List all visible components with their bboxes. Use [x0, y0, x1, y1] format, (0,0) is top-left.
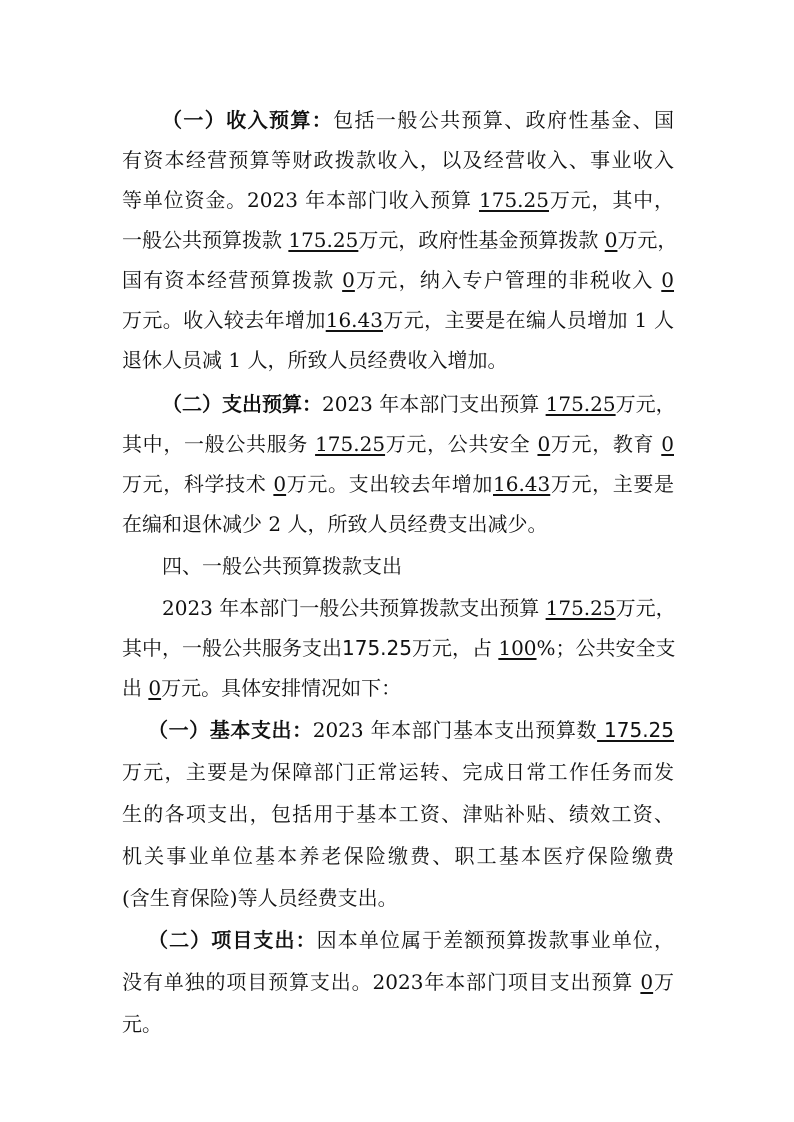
- public-service-value: 175.25: [315, 432, 386, 456]
- section-4-line-2: 其中，一般公共服务支出175.25万元，占 100%；公共安全支: [122, 636, 676, 660]
- section-4-line-1: 2023 年本部门一般公共预算拨款支出预算 175.25万元，: [162, 596, 676, 620]
- public-budget-value: 175.25: [288, 228, 359, 252]
- expense-line-3: 万元，科学技术 0万元。支出较去年增加16.43万元，主要是: [122, 472, 675, 496]
- expense-line-4: 在编和退休减少 2 人，所致人员经费支出减少。: [122, 512, 548, 536]
- income-line-6: 万元。收入较去年增加16.43万元，主要是在编人员增加 1 人: [122, 308, 674, 332]
- public-safety-value: 0: [537, 432, 551, 456]
- general-expense-value: 175.25: [545, 596, 616, 620]
- income-total-value: 175.25: [479, 188, 549, 212]
- state-capital-value: 0: [342, 268, 355, 292]
- income-label: （一）收入预算：: [162, 108, 334, 132]
- basic-line-1: （一）基本支出：2023 年本部门基本支出预算数 175.25: [148, 718, 675, 742]
- income-line-4: 一般公共预算拨款 175.25万元，政府性基金预算拨款 0万元，: [122, 228, 678, 252]
- project-label: （二）项目支出：: [148, 928, 317, 952]
- expense-label: （二）支出预算：: [162, 392, 322, 416]
- basic-line-5: (含生育保险)等人员经费支出。: [122, 886, 398, 910]
- education-value: 0: [661, 432, 674, 456]
- income-line-5: 国有资本经营预算拨款 0万元，纳入专户管理的非税收入 0: [122, 268, 675, 292]
- basic-line-3: 生的各项支出，包括用于基本工资、津贴补贴、绩效工资、: [122, 802, 674, 826]
- basic-expense-value: 175.25: [597, 718, 675, 742]
- income-line-2: 有资本经营预算等财政拨款收入，以及经营收入、事业收入: [122, 148, 674, 172]
- project-line-2: 没有单独的项目预算支出。2023年本部门项目支出预算 0万: [122, 970, 675, 994]
- expense-total-value: 175.25: [545, 392, 616, 416]
- science-value: 0: [273, 472, 287, 496]
- section-4-line-3: 出 0万元。具体安排情况如下：: [122, 676, 402, 700]
- income-line-1: （一）收入预算：包括一般公共预算、政府性基金、国: [162, 108, 675, 132]
- expense-line-2: 其中，一般公共服务 175.25万元，公共安全 0万元，教育 0: [122, 432, 674, 456]
- income-line-7: 退休人员减 1 人，所致人员经费收入增加。: [122, 348, 508, 372]
- public-safety-expense-value: 0: [148, 676, 162, 700]
- non-tax-value: 0: [661, 268, 675, 292]
- income-line-3: 等单位资金。2023 年本部门收入预算 175.25万元，其中，: [122, 188, 674, 212]
- income-increase-value: 16.43: [325, 308, 383, 332]
- project-line-3: 元。: [122, 1012, 162, 1036]
- expense-line-1: （二）支出预算：2023 年本部门支出预算 175.25万元，: [162, 392, 676, 416]
- basic-label: （一）基本支出：: [148, 718, 313, 742]
- project-expense-value: 0: [640, 970, 654, 994]
- basic-line-4: 机关事业单位基本养老保险缴费、职工基本医疗保险缴费: [122, 844, 674, 868]
- basic-line-2: 万元，主要是为保障部门正常运转、完成日常工作任务而发: [122, 760, 674, 784]
- gov-fund-value: 0: [604, 228, 618, 252]
- percent-value: 100: [498, 636, 537, 660]
- section-4-heading: 四、一般公共预算拨款支出: [162, 554, 402, 578]
- expense-increase-value: 16.43: [493, 472, 551, 496]
- project-line-1: （二）项目支出：因本单位属于差额预算拨款事业单位，: [148, 928, 675, 952]
